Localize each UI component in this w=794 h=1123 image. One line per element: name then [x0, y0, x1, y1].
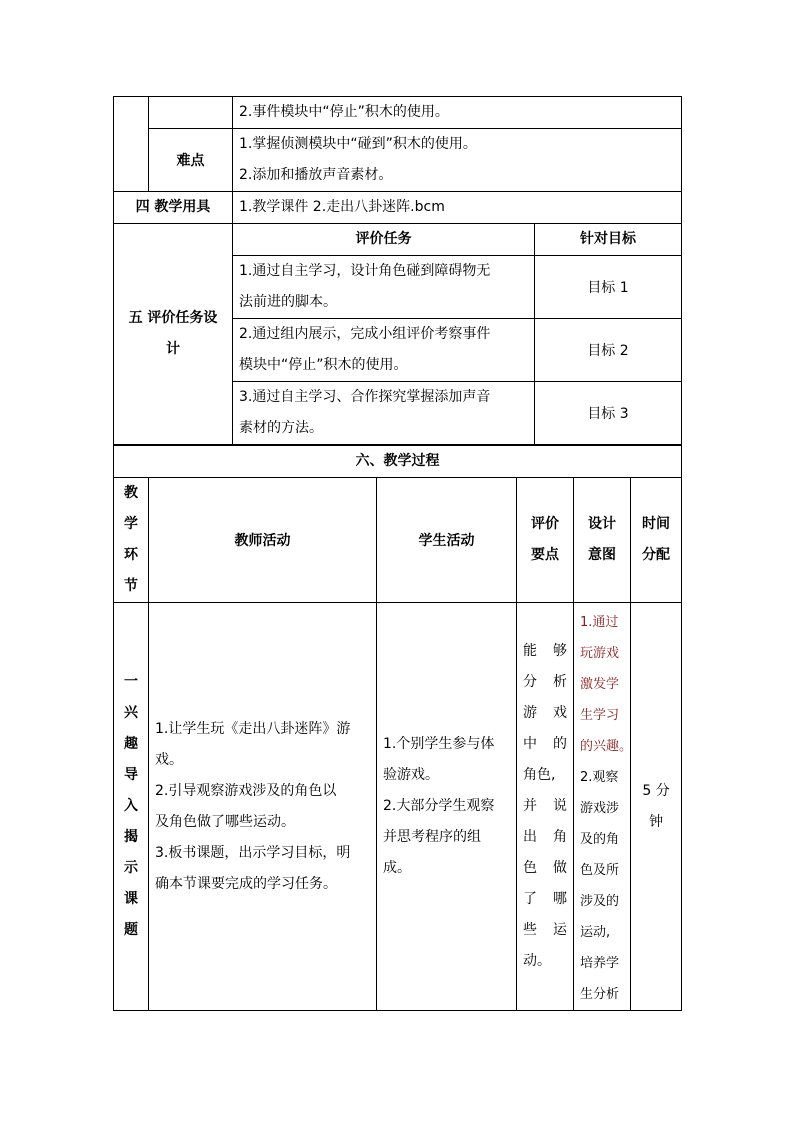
eval-task-3-line1: 3.通过自主学习、合作探究掌握添加声音: [239, 389, 491, 405]
eval-line: 动。: [523, 953, 551, 969]
eval-points: [517, 603, 574, 1011]
header-stage-char: 教: [124, 485, 138, 501]
plan-table-top: [113, 96, 682, 445]
stage-char: 揭: [124, 829, 138, 845]
teacher-line: 确本节课要完成的学习任务。: [155, 875, 337, 892]
student-line: 成。: [383, 860, 411, 876]
eval-task-2-line2: 模块中“停止”积木的使用。: [239, 357, 408, 373]
eval-line: 出 角: [523, 829, 567, 845]
header-stage-char: 节: [124, 578, 138, 594]
header-eval: [517, 478, 574, 603]
design-line-red: 的兴趣。: [580, 739, 633, 754]
time-line: 钟: [649, 813, 664, 830]
header-stage-char: 学: [124, 516, 138, 532]
header-time-line: 时间: [642, 516, 671, 532]
difficulty-label: 难点: [149, 129, 233, 192]
target-2: 目标 2: [535, 319, 682, 382]
design-line: 涉及的: [580, 894, 620, 909]
teacher-line: 2.引导观察游戏涉及的角色以: [155, 782, 337, 799]
eval-line: 游 戏: [523, 705, 567, 721]
target-3: 目标 3: [535, 382, 682, 445]
teacher-line: 及角色做了哪些运动。: [155, 813, 295, 830]
eval-line: 中 的: [523, 736, 567, 752]
eval-line: 能 够: [523, 643, 567, 659]
difficulty-items: [233, 129, 682, 192]
design-intent: [574, 603, 631, 1011]
design-line: 运动,: [580, 925, 611, 940]
eval-task-3: [233, 382, 535, 445]
header-stage: [114, 478, 149, 603]
difficulty-item-2: 2.添加和播放声音素材。: [239, 167, 393, 183]
tools-label: 四 教学用具: [114, 192, 233, 224]
header-stage-char: 环: [124, 547, 138, 563]
eval-line: 分 析: [523, 674, 567, 690]
col-target: 针对目标: [535, 224, 682, 256]
stage-char: 示: [124, 860, 138, 876]
key-item-2: 2.事件模块中“停止”积木的使用。: [233, 97, 682, 129]
stage-char: 兴: [124, 705, 138, 721]
tools-content: 1.教学课件 2.走出八卦迷阵.bcm: [233, 192, 682, 224]
eval-task-2: [233, 319, 535, 382]
eval-design-label-line2: 计: [166, 341, 180, 357]
eval-task-1: [233, 256, 535, 319]
design-line: 及的角: [580, 832, 620, 847]
student-line: 并思考程序的组: [383, 829, 481, 845]
eval-task-2-line1: 2.通过组内展示，完成小组评价考察事件: [239, 326, 491, 342]
process-title: 六、教学过程: [114, 446, 682, 478]
header-teacher: 教师活动: [149, 478, 377, 603]
design-line-red: 生学习: [580, 708, 620, 723]
key-label-cell: [149, 97, 233, 129]
teacher-line: 戏。: [155, 751, 183, 768]
header-design-line: 意图: [588, 547, 616, 563]
design-line: 色及所: [580, 863, 620, 878]
eval-design-label-line1: 五 评价任务设: [128, 310, 218, 326]
teacher-activity: [149, 603, 377, 1011]
col-eval-task: 评价任务: [233, 224, 535, 256]
plan-table-process: [113, 445, 682, 1011]
eval-task-1-line1: 1.通过自主学习，设计角色碰到障碍物无: [239, 263, 491, 279]
stage-char: 一: [124, 674, 138, 690]
stage-char: 题: [124, 922, 138, 938]
eval-line: 角色,: [523, 767, 556, 783]
design-line: 生分析: [580, 987, 620, 1002]
design-line-red: 1.通过: [580, 615, 619, 630]
stage-char: 导: [124, 767, 138, 783]
eval-task-1-line2: 法前进的脚本。: [239, 294, 337, 310]
design-line: 游戏涉: [580, 801, 620, 816]
stage-char: 趣: [124, 736, 138, 752]
header-student: 学生活动: [377, 478, 517, 603]
header-time-line: 分配: [642, 547, 671, 563]
teacher-line: 3.板书课题，出示学习目标，明: [155, 844, 351, 861]
student-line: 1.个别学生参与体: [383, 736, 495, 752]
eval-line: 并 说: [523, 798, 567, 814]
header-eval-line: 要点: [531, 547, 559, 563]
design-line-red: 玩游戏: [580, 646, 620, 661]
design-line: 培养学: [580, 956, 620, 971]
stage-intro: [114, 603, 149, 1011]
time-line: 5 分: [642, 782, 670, 799]
design-line-red: 激发学: [580, 677, 620, 692]
student-line: 验游戏。: [383, 767, 439, 783]
stage-char: 课: [124, 891, 138, 907]
header-design-line: 设计: [588, 516, 616, 532]
stage-char: 入: [124, 798, 138, 814]
teacher-line: 1.让学生玩《走出八卦迷阵》游: [155, 720, 351, 737]
design-line: 2.观察: [580, 770, 619, 785]
student-line: 2.大部分学生观察: [383, 798, 495, 814]
eval-line: 些 运: [523, 922, 567, 938]
header-eval-line: 评价: [531, 516, 559, 532]
header-design: [574, 478, 631, 603]
student-activity: [377, 603, 517, 1011]
eval-line: 色 做: [523, 860, 567, 876]
header-time: [631, 478, 682, 603]
target-1: 目标 1: [535, 256, 682, 319]
difficulty-item-1: 1.掌握侦测模块中“碰到”积木的使用。: [239, 136, 477, 152]
eval-task-3-line2: 素材的方法。: [239, 420, 323, 436]
section3-label-cell: [114, 97, 149, 192]
eval-line: 了 哪: [523, 891, 567, 907]
eval-design-label: [114, 224, 233, 445]
time-allocation: [631, 603, 682, 1011]
